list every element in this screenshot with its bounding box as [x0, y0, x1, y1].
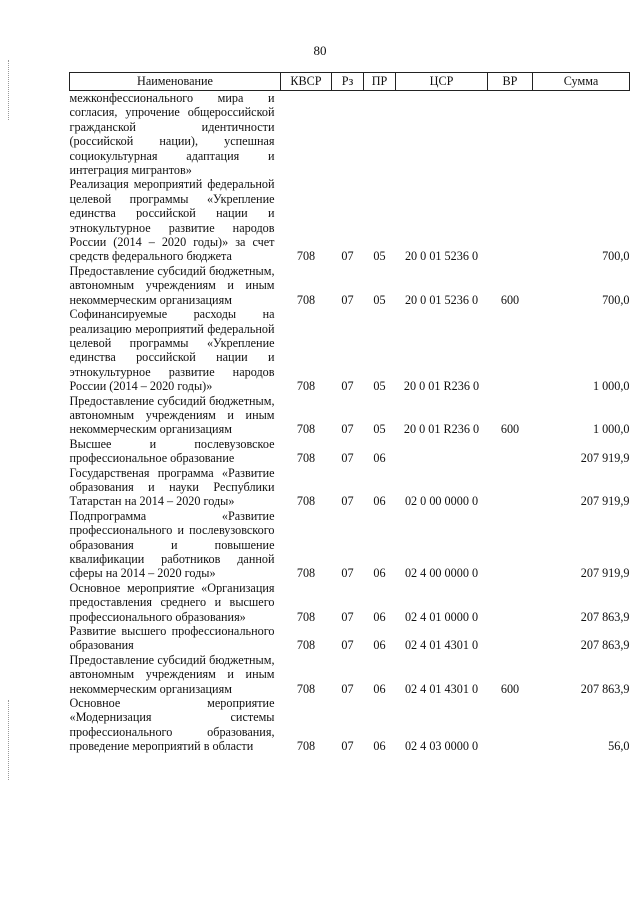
cell-pr: 06: [373, 609, 386, 624]
cell-kvsr: 708: [296, 566, 316, 581]
cell-vr: [488, 307, 533, 393]
cell-kvsr: 708: [296, 739, 316, 754]
cell-pr: 06: [373, 451, 386, 466]
cell-rz: 07: [341, 566, 354, 581]
cell-sum: 700,0: [602, 249, 630, 264]
header-vr: ВР: [488, 73, 533, 91]
cell-name: Реализация мероприятий федеральной целевой программы «Укрепление единства российской нации и этнокультурное развитие народов России (2014 – 2020 годы)» за счет средств федерального бюджета: [69, 177, 275, 264]
cell-pr: 06: [373, 566, 386, 581]
cell-vr: [488, 466, 533, 509]
cell-csr: 20 0 01 5236 0: [404, 249, 479, 264]
cell-csr: 20 0 01 R236 0: [403, 379, 480, 394]
cell-pr: 05: [373, 422, 386, 437]
cell-name: Основное мероприятие «Модернизация системы профессионального образования, проведение мероприятий в области: [69, 696, 275, 754]
table-row: [70, 91, 630, 178]
cell-sum: 207 863,9: [580, 609, 630, 624]
cell-vr: [488, 581, 533, 624]
cell-csr: [396, 437, 488, 466]
cell-kvsr: 708: [296, 451, 316, 466]
cell-sum: 56,0: [608, 739, 630, 754]
cell-name: Основное мероприятие «Организация предоставления среднего и высшего профессионального образования»: [69, 580, 275, 624]
cell-rz: 07: [341, 451, 354, 466]
table-row: [70, 177, 630, 263]
cell-sum: 207 919,9: [580, 566, 630, 581]
cell-name: Предоставление субсидий бюджетным, автономным учреждениям и иным некоммерческим организациям: [69, 652, 275, 696]
cell-csr: [396, 91, 488, 178]
cell-pr: 06: [373, 638, 386, 653]
cell-rz: 07: [341, 739, 354, 754]
cell-name: Подпрограмма «Развитие профессионального и послевузовского образования и повышение квалификации работников данной сферы на 2014 – 2020 годы»: [69, 508, 275, 581]
cell-pr: 05: [373, 249, 386, 264]
cell-rz: 07: [341, 422, 354, 437]
cell-sum: 207 863,9: [580, 681, 630, 696]
cell-csr: 02 4 01 0000 0: [404, 609, 479, 624]
table-row: [70, 581, 630, 624]
cell-kvsr: 708: [296, 609, 316, 624]
cell-name: Государственая программа «Развитие образования и науки Республики Татарстан на 2014 – 2020 годы»: [69, 465, 275, 509]
cell-csr: 20 0 01 5236 0: [404, 292, 479, 307]
table-row: [70, 394, 630, 437]
table-row: [70, 437, 630, 466]
header-sum: Сумма: [533, 73, 630, 91]
cell-pr: [364, 91, 396, 178]
cell-sum: 1 000,0: [592, 422, 630, 437]
header-csr: ЦСР: [396, 73, 488, 91]
header-kvsr: КВСР: [281, 73, 332, 91]
cell-vr: 600: [500, 681, 520, 696]
cell-vr: [488, 437, 533, 466]
cell-kvsr: 708: [296, 422, 316, 437]
cell-pr: 05: [373, 292, 386, 307]
table-row: [70, 264, 630, 307]
cell-vr: 600: [500, 292, 520, 307]
cell-csr: 02 4 00 0000 0: [404, 566, 479, 581]
header-rz: Рз: [332, 73, 364, 91]
cell-name: межконфессионального мира и согласия, упрочение общероссийской гражданской идентичности (российской нации), успешная социокультурная адаптация и интеграция мигрантов»: [69, 91, 275, 178]
cell-name: Предоставление субсидий бюджетным, автономным учреждениям и иным некоммерческим организациям: [69, 393, 275, 437]
cell-vr: [488, 624, 533, 653]
cell-vr: [488, 91, 533, 178]
cell-kvsr: 708: [296, 638, 316, 653]
cell-name: Развитие высшего профессионального образования: [69, 624, 275, 653]
cell-kvsr: 708: [296, 681, 316, 696]
cell-sum: [533, 91, 630, 178]
cell-rz: 07: [341, 609, 354, 624]
cell-pr: 05: [373, 379, 386, 394]
cell-sum: 700,0: [602, 292, 630, 307]
cell-kvsr: [281, 91, 332, 178]
cell-name: Софинансируемые расходы на реализацию мероприятий федеральной целевой программы «Укрепление единства российской нации и этнокультурное развитие народов России (2014 – 2020 годы)»: [69, 307, 275, 394]
cell-rz: 07: [341, 681, 354, 696]
table-header-row: [70, 73, 630, 91]
cell-csr: 02 4 03 0000 0: [404, 739, 479, 754]
cell-kvsr: 708: [296, 379, 316, 394]
cell-vr: [488, 177, 533, 263]
header-name: Наименование: [70, 73, 281, 91]
cell-name: Высшее и послевузовское профессиональное образование: [69, 436, 275, 466]
page-number: 80: [313, 43, 327, 58]
cell-vr: 600: [500, 422, 520, 437]
cell-sum: 207 919,9: [580, 494, 630, 509]
table-row: [70, 653, 630, 696]
table-body: [70, 91, 630, 754]
cell-sum: 1 000,0: [592, 379, 630, 394]
cell-kvsr: 708: [296, 292, 316, 307]
cell-rz: 07: [341, 292, 354, 307]
cell-rz: 07: [341, 494, 354, 509]
margin-scan-marks: [8, 60, 11, 120]
cell-kvsr: 708: [296, 494, 316, 509]
cell-vr: [488, 696, 533, 754]
cell-csr: 02 4 01 4301 0: [404, 638, 479, 653]
cell-pr: 06: [373, 494, 386, 509]
cell-vr: [488, 509, 533, 581]
budget-table: [69, 72, 630, 754]
cell-rz: 07: [341, 379, 354, 394]
table-row: [70, 509, 630, 581]
cell-rz: 07: [341, 249, 354, 264]
table-row: [70, 307, 630, 393]
cell-csr: 02 4 01 4301 0: [404, 681, 479, 696]
table-row: [70, 696, 630, 754]
header-pr: ПР: [364, 73, 396, 91]
margin-scan-marks-lower: [8, 700, 11, 780]
cell-rz: [332, 91, 364, 178]
cell-sum: 207 919,9: [580, 451, 630, 466]
cell-sum: 207 863,9: [580, 638, 630, 653]
cell-csr: 20 0 01 R236 0: [403, 422, 480, 437]
table-row: [70, 466, 630, 509]
cell-name: Предоставление субсидий бюджетным, автономным учреждениям и иным некоммерческим организациям: [69, 263, 275, 307]
cell-rz: 07: [341, 638, 354, 653]
cell-kvsr: 708: [296, 249, 316, 264]
cell-pr: 06: [373, 681, 386, 696]
table-row: [70, 624, 630, 653]
cell-pr: 06: [373, 739, 386, 754]
cell-csr: 02 0 00 0000 0: [404, 494, 479, 509]
